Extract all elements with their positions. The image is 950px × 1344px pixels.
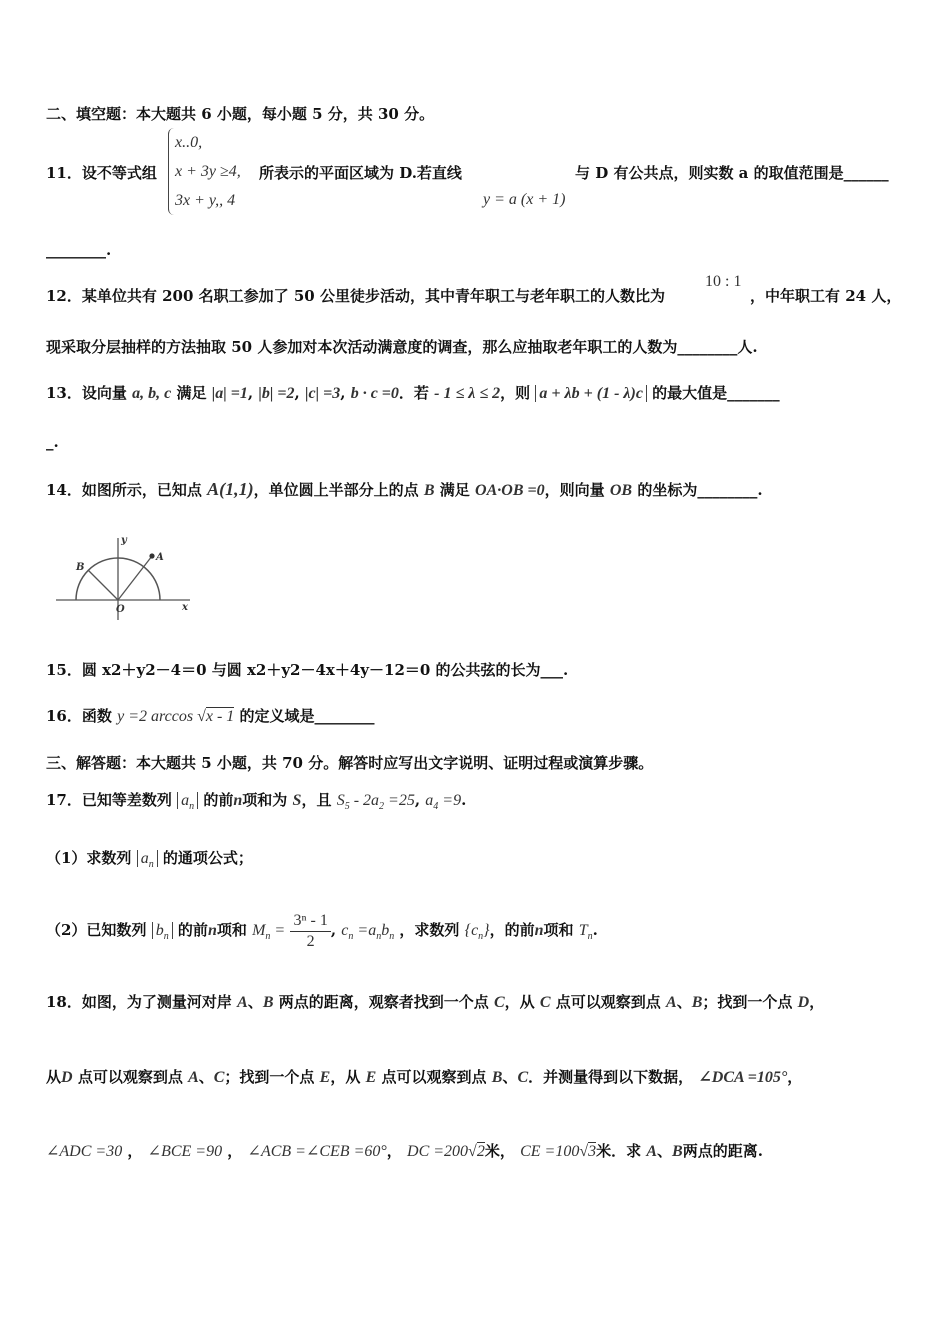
section-3-heading: 三、解答题：本大题共 5 小题，共 70 分。解答时应写出文字说明、证明过程或演算步骤。 <box>46 754 654 772</box>
q12-text2: ，中年职工有 24 人， <box>750 287 902 305</box>
q13-dot-bc: b · c =0 <box>350 385 399 402</box>
q18-a1: A <box>237 994 248 1011</box>
q18-l1e: ；找到一个点 <box>702 993 793 1011</box>
q18-b1: B <box>262 994 274 1011</box>
q18-sep5: 、 <box>657 1142 673 1160</box>
q18-l1b: 两点的距离，观察者找到一个点 <box>278 993 489 1011</box>
q11-sys-line2: x + 3y ≥4, <box>175 163 241 180</box>
q18-c3: C <box>213 1069 225 1086</box>
q17-p2-label: （2）已知数列 <box>46 921 147 939</box>
q17-p1-an: a <box>140 850 149 867</box>
q11-pre: 设不等式组 <box>81 164 157 182</box>
q17-cn-a-sub: n <box>376 931 382 943</box>
q17-sequence-an <box>177 792 198 813</box>
q17-end: . <box>461 791 467 809</box>
q18-a4: A <box>646 1143 658 1160</box>
q17-p2-sequence-bn <box>152 922 173 943</box>
q17-cn-c: c <box>341 922 349 939</box>
q14-t2: ，单位圆上半部分上的点 <box>253 481 419 499</box>
q18-l2d: ，从 <box>330 1068 361 1086</box>
q17-cn-sub: n <box>348 931 354 943</box>
q12-line2: 现采取分层抽样的方法抽取 50 人参加对本次活动满意度的调查，那么应抽取老年职工的人数为________人. <box>46 338 758 356</box>
q17-condition1 <box>336 792 415 813</box>
q14-vector-ob: OB <box>609 482 633 499</box>
q17-tn <box>578 922 593 943</box>
q17-number: 17． <box>46 791 82 809</box>
segment-oa <box>118 556 152 600</box>
question-18-line1 <box>46 992 824 1013</box>
q17-fraction <box>290 911 330 952</box>
q17-p2-n: n <box>207 922 217 939</box>
q18-l1c: ，从 <box>504 993 535 1011</box>
q17-s: S <box>292 792 302 809</box>
q12-text1: 某单位共有 200 名职工参加了 50 公里徒步活动，其中青年职工与老年职工的人数比为 <box>81 287 665 305</box>
q18-b2: B <box>691 994 703 1011</box>
q18-sep2: 、 <box>676 993 692 1011</box>
q11-sys-line3: 3x + y,, 4 <box>175 192 236 209</box>
q18-sep4: 、 <box>502 1068 518 1086</box>
q17-p2-t5: 项和 <box>543 921 574 939</box>
question-15 <box>46 660 568 680</box>
question-17: 17．已知等差数列 $a_n$ 的前n项和为 S，且 $S_5 - 2a_2 =25$, $a_4 =9$. <box>46 791 467 813</box>
q12-number: 12． <box>46 287 82 305</box>
q18-number: 18． <box>46 993 82 1011</box>
q17-cn-set-sub: n <box>478 931 484 943</box>
q18-dc-text: DC =200 <box>407 1143 469 1160</box>
q17-n: n <box>233 792 243 809</box>
q13-norm-b: |b| =2 <box>258 385 295 402</box>
point-a-dot <box>149 553 154 558</box>
q17-c1-c: =25 <box>384 792 415 809</box>
q16-radicand: x - 1 <box>205 708 235 725</box>
q17-t1: 已知等差数列 <box>81 791 172 809</box>
q13-number: 13． <box>46 384 82 402</box>
q17-m-sub: n <box>265 931 271 943</box>
q17-t3: 项和为 <box>242 791 288 809</box>
question-18-line2 <box>46 1067 802 1088</box>
q18-e1: E <box>319 1069 331 1086</box>
q17-frac-num: 3ⁿ - 1 <box>290 911 330 932</box>
q13-norm-a: |a| =1 <box>211 385 248 402</box>
q17-an-a: a <box>181 792 190 809</box>
q18-l1d: 点可以观察到点 <box>555 993 661 1011</box>
q18-l2b: 点可以观察到点 <box>77 1068 183 1086</box>
q17-c1-sub: 5 <box>344 801 350 813</box>
fig-label-a: A <box>156 552 164 563</box>
q15-text: 圆 x2＋y2－4＝0 与圆 x2＋y2－4x＋4y－12＝0 的公共弦的长为___. <box>81 661 569 679</box>
q17-t2: 的前 <box>203 791 234 809</box>
q11-continuation: ________. <box>46 241 112 259</box>
q16-function: y =2 arccos √x - 1 <box>117 708 235 725</box>
q13-t4: ，则 <box>500 384 531 402</box>
q18-a2: A <box>666 994 677 1011</box>
q17-p2-t2: 项和 <box>216 921 247 939</box>
q17-cn-a: =a <box>353 922 377 939</box>
q17-p2-end: . <box>592 921 598 939</box>
q12-ratio: 10 : 1 <box>705 273 742 290</box>
q14-t3: 满足 <box>439 481 470 499</box>
q14-point-b: B <box>423 482 435 499</box>
q14-t1: 如图所示，已知点 <box>81 481 202 499</box>
q17-p1-sequence <box>137 850 158 871</box>
q14-number: 14． <box>46 481 82 499</box>
q18-l2f: ．并测量得到以下数据， <box>528 1068 694 1086</box>
q18-dc-radicand: 2 <box>476 1143 485 1160</box>
q17-p2-t3: ，求数列 <box>399 921 460 939</box>
question-13: 13．设向量 a, b, c 满足 |a| =1, |b| =2, |c| =3, b · c =0．若 - 1 ≤ λ ≤ 2，则 a + λb + (1 - λ)c 的最大值是_______ <box>46 384 780 402</box>
q18-b3: B <box>491 1069 503 1086</box>
q18-c2: C <box>539 994 551 1011</box>
q17-t-sub: n <box>587 931 593 943</box>
q17-condition2 <box>425 792 462 813</box>
q17-p2-n2: n <box>534 922 544 939</box>
q13-continuation: _. <box>46 433 59 451</box>
q17-mn: $M_n$ = <box>252 922 286 943</box>
q17-cn-set: $\{c_n\}$ <box>464 922 490 943</box>
q18-d1: D <box>797 994 810 1011</box>
q17-part2: （2）已知数列 $b_n$ 的前n项和 $M_n$ = $\frac{\text{3ⁿ - 1}}{2}$ , $c_n =a_nb_n$ ，求数列 $\{c_n\}$，的前n项和 $T_n$. <box>46 911 598 950</box>
q13-vectors: a, b, c <box>132 385 172 402</box>
fig-label-y: y <box>121 535 127 546</box>
q17-cn-b-sub: n <box>389 931 395 943</box>
q17-m: M <box>252 922 266 939</box>
q18-unit1: 米， <box>484 1142 515 1160</box>
q17-part1 <box>46 848 253 875</box>
q18-angle-acb-ceb: ∠ACB =∠CEB =60° <box>247 1143 387 1160</box>
q18-l3end: 米．求 <box>596 1142 642 1160</box>
q18-l2c: ；找到一个点 <box>224 1068 315 1086</box>
q17-frac-den: 2 <box>306 932 315 950</box>
q18-sep1: 、 <box>247 993 263 1011</box>
q18-angle-adc: ∠ADC =30 <box>46 1143 123 1160</box>
q18-ce-radicand: 3 <box>588 1143 597 1160</box>
q13-norm-c: |c| =3 <box>304 385 341 402</box>
q13-t3: ．若 <box>398 384 429 402</box>
q18-a3: A <box>188 1069 199 1086</box>
q16-number: 16． <box>46 707 82 725</box>
q14-t5: 的坐标为________. <box>637 481 763 499</box>
q18-l1a: 如图，为了测量河对岸 <box>81 993 232 1011</box>
q11-inequality-system <box>168 128 241 215</box>
q18-d2: D <box>61 1069 73 1086</box>
q11-post: 与 D 有公共点，则实数 a 的取值范围是______ <box>575 164 889 182</box>
q18-l1f: ， <box>809 993 825 1011</box>
q17-c1-b: - 2a <box>349 792 380 809</box>
q16-func-text: y =2 arccos <box>117 708 194 725</box>
q13-t5: 的最大值是_______ <box>652 384 780 402</box>
q17-p1-label: （1）求数列 <box>46 849 132 867</box>
q11-mid: 所表示的平面区域为 D.若直线 <box>259 164 462 182</box>
question-18-line3: ∠ADC =30 ， ∠BCE =90 ， ∠ACB =∠CEB =60°， DC =200√2米， CE =100√3米．求 A、B两点的距离. <box>46 1142 763 1160</box>
q16-t1: 函数 <box>81 707 112 725</box>
q13-expression: a + λb + (1 - λ)c <box>535 385 647 402</box>
q17-bn: b <box>155 922 164 939</box>
q17-p2-t4: ，的前 <box>489 921 535 939</box>
q14-unit-circle-figure <box>52 534 197 624</box>
q17-an-sub: n <box>189 801 195 813</box>
q18-l2a: 从 <box>46 1068 62 1086</box>
q18-ce-length: CE =100√3 <box>520 1143 597 1160</box>
segment-ob <box>88 570 118 600</box>
q18-c1: C <box>493 994 505 1011</box>
q17-t4: ，且 <box>301 791 332 809</box>
q18-e2: E <box>365 1069 377 1086</box>
q15-number: 15． <box>46 661 82 679</box>
q18-angle-dca: ∠DCA =105° <box>698 1069 788 1086</box>
q18-l2e: 点可以观察到点 <box>381 1068 487 1086</box>
q18-angle-bce: ∠BCE =90 <box>147 1143 223 1160</box>
q13-t1: 设向量 <box>81 384 127 402</box>
section-2-heading: 二、填空题：本大题共 6 小题，每小题 5 分，共 30 分。 <box>46 105 435 123</box>
q17-cn-def <box>341 922 395 943</box>
q18-l2g: ， <box>787 1068 803 1086</box>
q17-p1-an-sub: n <box>148 859 154 871</box>
q18-ce-text: CE =100 <box>520 1143 580 1160</box>
q14-condition: OA·OB =0 <box>475 482 545 499</box>
q11-line-equation: y = a (x + 1) <box>483 191 566 208</box>
q17-cn-b: b <box>381 922 390 939</box>
q11-number: 11． <box>46 164 82 182</box>
q17-c2-sub: 4 <box>433 801 439 813</box>
q17-c2-a: a <box>425 792 434 809</box>
fig-label-x: x <box>182 602 188 613</box>
q18-c4: C <box>517 1069 529 1086</box>
fig-label-b: B <box>76 562 85 573</box>
q17-p1-end: 的通项公式； <box>162 849 253 867</box>
q17-bn-sub: n <box>163 931 169 943</box>
q17-cn-set-c: {c <box>464 922 479 939</box>
q13-t2: 满足 <box>176 384 207 402</box>
fig-label-o: O <box>116 604 125 615</box>
q17-c2-c: =9 <box>438 792 462 809</box>
q14-t4: ，则向量 <box>544 481 605 499</box>
q16-t2: 的定义域是________ <box>239 707 375 725</box>
q18-sep3: 、 <box>198 1068 214 1086</box>
q14-point-a: A(1,1) <box>207 479 254 499</box>
question-12 <box>46 286 665 306</box>
question-16 <box>46 706 375 727</box>
q18-b4: B <box>672 1143 683 1160</box>
question-11 <box>46 163 157 183</box>
q17-c1-s: S <box>336 792 345 809</box>
q17-t: T <box>578 922 588 939</box>
q17-p2-t1: 的前 <box>177 921 208 939</box>
q18-l3tail: 两点的距离. <box>682 1142 763 1160</box>
q17-c1-sub2: 2 <box>379 801 385 813</box>
q18-dc-length: DC =200√2 <box>407 1143 485 1160</box>
q11-sys-line1: x..0, <box>175 134 203 151</box>
question-14 <box>46 479 763 501</box>
q13-lambda-range: - 1 ≤ λ ≤ 2 <box>434 385 501 402</box>
